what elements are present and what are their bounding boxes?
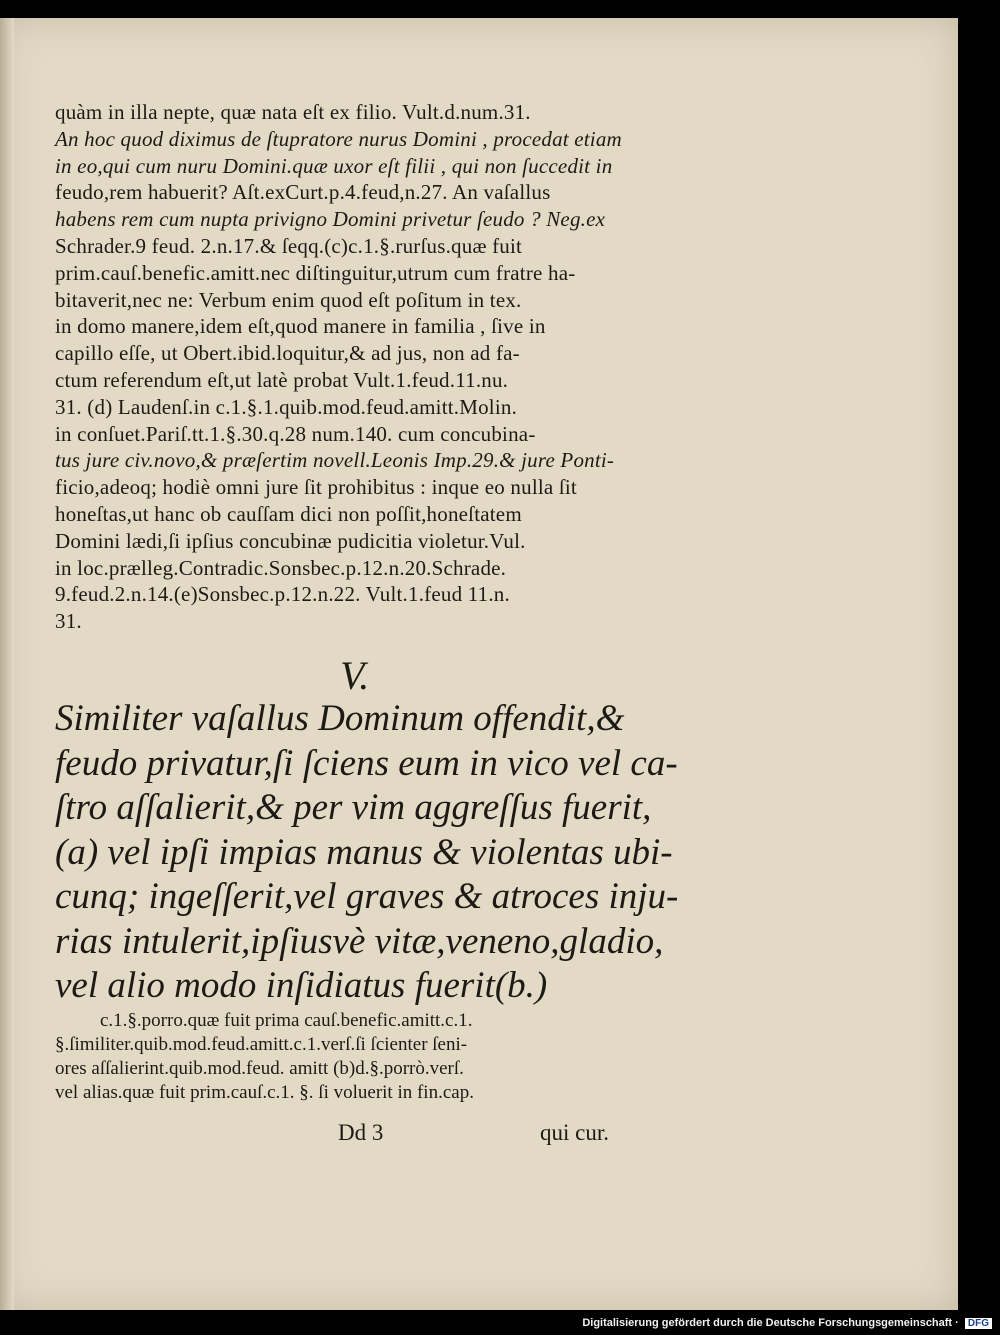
body-line: ficio,adeoq; hodiè omni jure ſit prohibitus : inque eo nulla ſit	[55, 475, 577, 500]
verse-line: feudo privatur,ſi ſciens eum in vico vel ca-	[55, 742, 678, 784]
body-line: in loc.prælleg.Contradic.Sonsbec.p.12.n.20.Schrade.	[55, 555, 507, 580]
body-line: quàm in illa nepte, quæ nata eſt ex filio. Vult.d.num.31.	[55, 100, 531, 124]
catchword: qui cur.	[540, 1120, 609, 1145]
verse-line: vel alio modo inſidiatus fuerit(b.)	[55, 965, 548, 1006]
body-line: honeſtas,ut hanc ob cauſſam dici non poſſit,honeſtatem	[55, 502, 522, 526]
verse-line: (a) vel ipſi impias manus & violentas ubi-	[55, 831, 673, 873]
body-line: in conſuet.Pariſ.tt.1.§.30.q.28 num.140. cum concubina-	[55, 421, 536, 446]
body-line: feudo,rem habuerit? Aſt.exCurt.p.4.feud,n.27. An vaſallus	[55, 180, 551, 205]
body-line: in eo,qui cum nuru Domini.quæ uxor eſt filii , qui non ſuccedit in	[55, 153, 613, 178]
body-line: An hoc quod diximus de ſtupratore nurus Domini , procedat etiam	[55, 126, 622, 151]
verse-line: ſtro aſſalierit,& per vim aggreſſus fuerit,	[55, 787, 652, 828]
body-line: Schrader.9 feud. 2.n.17.& ſeqq.(c)c.1.§.rurſus.quæ fuit	[55, 234, 523, 258]
verse-line: cunq; ingeſſerit,vel graves & atroces inju-	[55, 876, 679, 917]
body-line: in domo manere,idem eſt,quod manere in familia , ſive in	[55, 314, 546, 339]
footnote-line: ores aſſalierint.quib.mod.feud. amitt (b)d.§.porrò.verſ.	[55, 1058, 464, 1079]
footnote-line: c.1.§.porro.quæ fuit prima cauſ.benefic.amitt.c.1.	[100, 1010, 473, 1031]
dfg-logo: DFG	[965, 1318, 992, 1329]
body-line: bitaverit,nec ne: Verbum enim quod eſt poſitum in tex.	[55, 287, 522, 312]
digitization-credit: Digitalisierung gefördert durch die Deutsche Forschungsgemeinschaft · DFG	[582, 1317, 992, 1329]
section-heading: V.	[340, 653, 370, 698]
body-line: habens rem cum nupta privigno Domini privetur ſeudo ? Neg.ex	[55, 207, 606, 232]
credit-text: Digitalisierung gefördert durch die Deutsche Forschungsgemeinschaft	[582, 1317, 953, 1329]
signature-mark: Dd 3	[338, 1120, 384, 1145]
body-line: capillo eſſe, ut Obert.ibid.loquitur,& ad jus, non ad fa-	[55, 341, 520, 366]
body-line: 31.	[55, 609, 82, 634]
body-line: prim.cauſ.benefic.amitt.nec diſtinguitur,utrum cum fratre ha-	[55, 260, 576, 285]
verse-line: Similiter vaſallus Dominum offendit,&	[55, 698, 625, 739]
verse-line: rias intulerit,ipſiusvè vitæ,veneno,gladio,	[55, 920, 664, 962]
body-line: 9.feud.2.n.14.(e)Sonsbec.p.12.n.22. Vult.1.feud 11.n.	[55, 582, 510, 607]
body-line: ctum referendum eſt,ut latè probat Vult.1.feud.11.nu.	[55, 368, 509, 392]
body-line: 31. (d) Laudenſ.in c.1.§.1.quib.mod.feud.amitt.Molin.	[55, 394, 518, 419]
footnote-line: vel alias.quæ fuit prim.cauſ.c.1. §. ſi voluerit in fin.cap.	[55, 1082, 474, 1103]
page-gutter	[0, 18, 14, 1310]
body-line: tus jure civ.novo,& præſertim novell.Leonis Imp.29.& jure Ponti-	[55, 448, 615, 473]
footnote-line: §.ſimiliter.quib.mod.feud.amitt.c.1.verſ.ſi ſcienter ſeni-	[55, 1034, 468, 1055]
body-line: Domini lædi,ſi ipſius concubinæ pudicitia violetur.Vul.	[55, 528, 526, 553]
